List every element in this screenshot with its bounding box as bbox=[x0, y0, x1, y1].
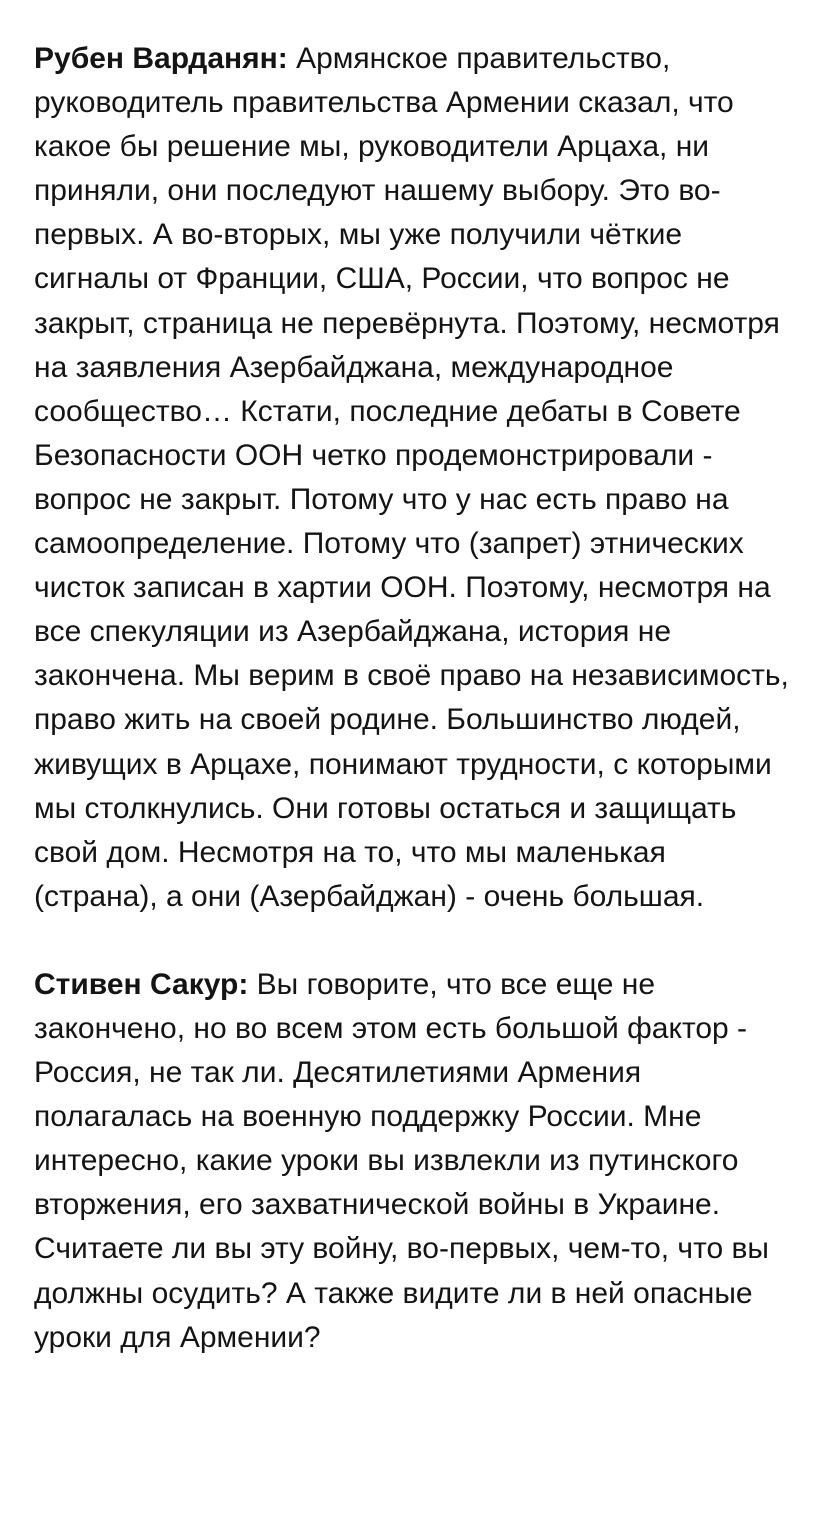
interview-paragraph-sackur bbox=[34, 963, 794, 1360]
interview-paragraph-vardanyan bbox=[34, 37, 794, 919]
speech-text: Армянское правительство, руководитель правительства Армении сказал, что какое бы решение мы, руководители Арцаха, ни приняли, они последуют нашему выбору. Это во-первых. А во-вторых, мы уже получили чёткие сигналы от Франции, США, России, что вопрос не закрыт, страница не перевёрнута. Поэтому, несмотря на заявления Азербайджана, международное сообщество… Кстати, последние дебаты в Совете Безопасности ООН четко продемонстрировали - вопрос не закрыт. Потому что у нас есть право на самоопределение. Потому что (запрет) этнических чисток записан в хартии ООН. Поэтому, несмотря на все спекуляции из Азербайджана, история не закончена. Мы верим в своё право на независимость, право жить на своей родине. Большинство людей, живущих в Арцахе, понимают трудности, с которыми мы столкнулись. Они готовы остаться и защищать свой дом. Несмотря на то, что мы маленькая (страна), а они (Азербайджан) - очень большая. bbox=[34, 42, 789, 913]
speaker-name: Стивен Сакур: bbox=[34, 967, 249, 1001]
speaker-name: Рубен Варданян: bbox=[34, 42, 288, 75]
speech-text: Вы говорите, что все еще не закончено, но во всем этом есть большой фактор - Россия, не так ли. Десятилетиями Армения полагалась на военную поддержку России. Мне интересно, какие уроки вы извлекли из путинского вторжения, его захватнической войны в Украине. Считаете ли вы эту войну, во-первых, чем-то, что вы должны осудить? А также видите ли в ней опасные уроки для Армении? bbox=[34, 967, 769, 1354]
